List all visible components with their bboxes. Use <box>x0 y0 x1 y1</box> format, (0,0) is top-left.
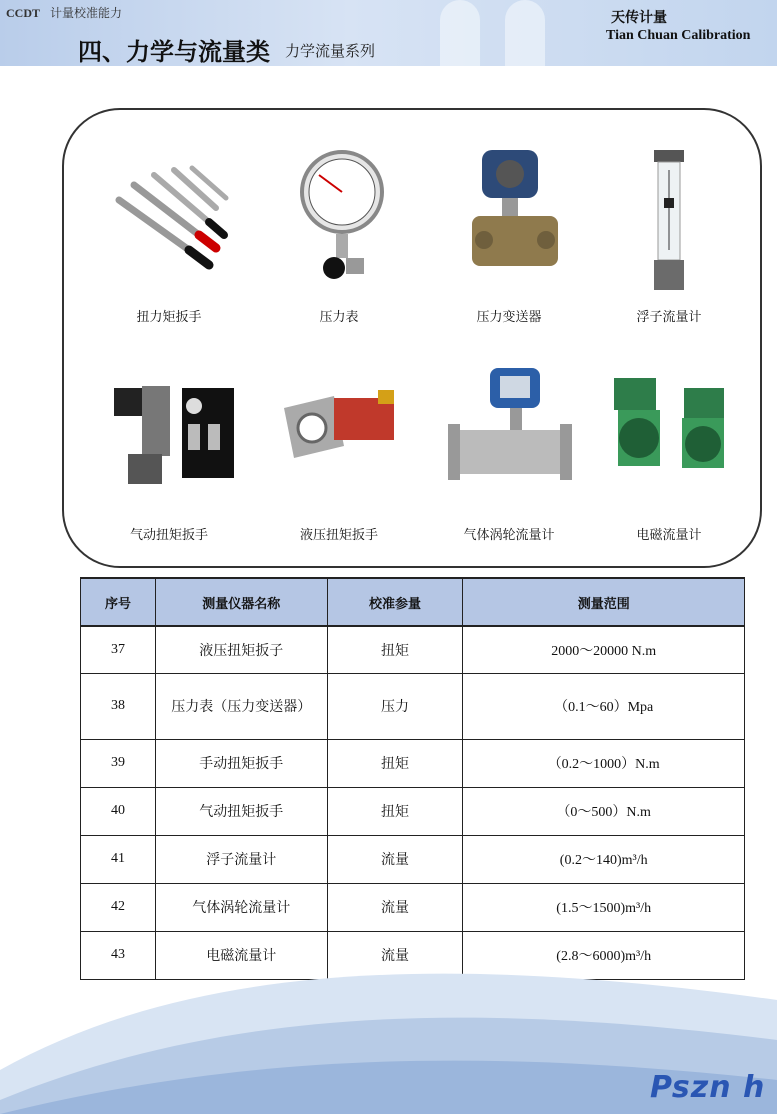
instrument-item <box>424 368 594 543</box>
instrument-item <box>84 150 254 325</box>
cell-param: 扭矩 <box>327 787 463 835</box>
cell-param: 压力 <box>327 673 463 739</box>
cell-range: （0～500）N.m <box>463 787 745 835</box>
pressure-gauge-icon <box>274 150 404 300</box>
col-header-no: 序号 <box>81 578 156 626</box>
section-title: 四、力学与流量类 <box>78 38 270 66</box>
header-tag: CCDT 计量校准能力 <box>6 6 123 20</box>
brand-name-cn: 天传计量 <box>611 10 667 26</box>
brand-name-en: Tian Chuan Calibration <box>606 28 751 43</box>
col-header-range: 测量范围 <box>463 578 745 626</box>
cell-no: 43 <box>81 931 156 979</box>
person-silhouette-icon <box>440 0 480 66</box>
cell-no: 42 <box>81 883 156 931</box>
cell-name: 电磁流量计 <box>155 931 327 979</box>
cell-range: (0.2～140)m³/h <box>463 835 745 883</box>
table-row <box>81 835 745 883</box>
cell-no: 37 <box>81 626 156 673</box>
instrument-label: 压力表 <box>319 310 359 325</box>
electromagnetic-flowmeter-icon <box>604 368 734 518</box>
instrument-label: 液压扭矩扳手 <box>299 528 378 543</box>
table-row <box>81 883 745 931</box>
cell-range: （0.2～1000）N.m <box>463 739 745 787</box>
instrument-label: 电磁流量计 <box>636 528 702 543</box>
cell-no: 39 <box>81 739 156 787</box>
cell-no: 38 <box>81 673 156 739</box>
table-row <box>81 739 745 787</box>
cell-param: 流量 <box>327 835 463 883</box>
calibration-table <box>80 577 745 980</box>
col-header-param: 校准参量 <box>327 578 463 626</box>
pressure-transmitter-icon <box>444 150 574 300</box>
cell-range: (2.8～6000)m³/h <box>463 931 745 979</box>
rotameter-icon <box>604 150 734 300</box>
gas-turbine-flowmeter-icon <box>444 368 574 518</box>
instrument-label: 浮子流量计 <box>636 310 702 325</box>
cell-range: 2000～20000 N.m <box>463 626 745 673</box>
instrument-item <box>254 150 424 325</box>
instrument-item <box>84 368 254 543</box>
cell-range: (1.5～1500)m³/h <box>463 883 745 931</box>
cell-param: 流量 <box>327 931 463 979</box>
instrument-label: 压力变送器 <box>476 310 542 325</box>
instrument-item <box>584 368 754 543</box>
table-header-row <box>81 578 745 626</box>
cell-name: 液压扭矩扳子 <box>155 626 327 673</box>
cell-param: 扭矩 <box>327 739 463 787</box>
instrument-gallery <box>62 108 762 568</box>
cell-name: 气体涡轮流量计 <box>155 883 327 931</box>
cell-param: 扭矩 <box>327 626 463 673</box>
cell-param: 流量 <box>327 883 463 931</box>
instrument-item <box>254 368 424 543</box>
instrument-item <box>584 150 754 325</box>
hydraulic-torque-wrench-icon <box>274 368 404 518</box>
cell-no: 41 <box>81 835 156 883</box>
cell-name: 气动扭矩扳手 <box>155 787 327 835</box>
pneumatic-torque-wrench-icon <box>104 368 234 518</box>
section-subtitle: 力学流量系列 <box>285 42 376 60</box>
instrument-label: 气动扭矩扳手 <box>129 528 208 543</box>
instrument-item <box>424 150 594 325</box>
cell-no: 40 <box>81 787 156 835</box>
page-header <box>0 0 777 66</box>
cell-name: 浮子流量计 <box>155 835 327 883</box>
cell-name: 手动扭矩扳手 <box>155 739 327 787</box>
table-row <box>81 787 745 835</box>
table-row <box>81 626 745 673</box>
person-silhouette-icon <box>505 0 545 66</box>
torque-wrench-set-icon <box>104 150 234 300</box>
col-header-name: 测量仪器名称 <box>155 578 327 626</box>
instrument-label: 气体涡轮流量计 <box>463 528 555 543</box>
cell-range: （0.1～60）Mpa <box>463 673 745 739</box>
table-row <box>81 673 745 739</box>
watermark-logo: Pszn h <box>650 1070 766 1105</box>
instrument-label: 扭力矩扳手 <box>136 310 202 325</box>
cell-name: 压力表（压力变送器） <box>155 673 327 739</box>
